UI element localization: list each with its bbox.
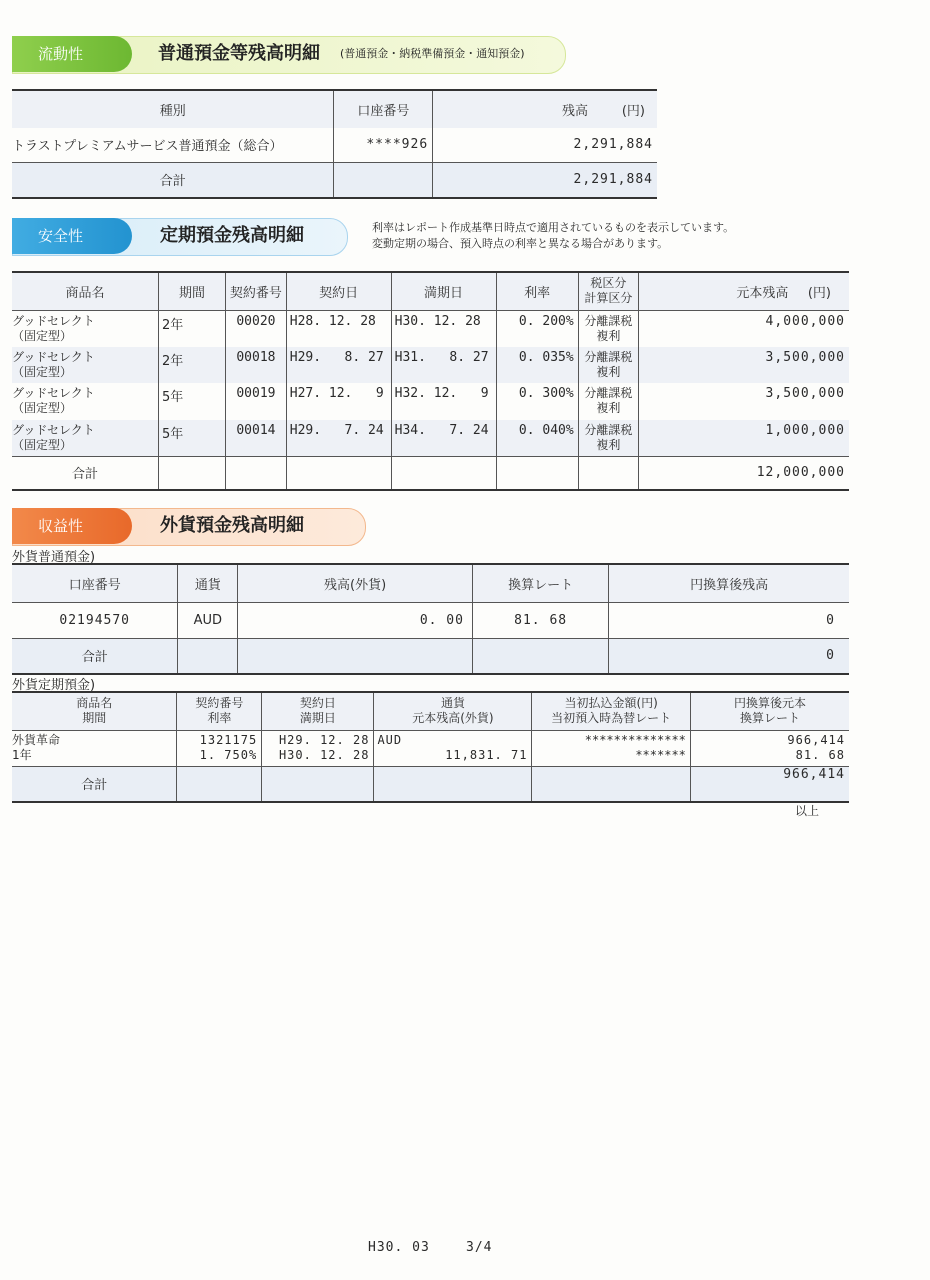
td-tax-2: 複利 — [596, 364, 621, 379]
fxt-col-currency-1: 通貨 — [440, 696, 465, 711]
td-tax-1: 分離課税 — [584, 386, 633, 401]
td-principal: 4,000,000 — [638, 310, 849, 347]
td-tax-2: 複利 — [596, 437, 621, 452]
ordinary-total-label: 合計 — [159, 174, 186, 190]
ordinary-balance: 2,291,884 — [433, 128, 657, 162]
fxt-col-initial — [532, 692, 690, 730]
liquidity-tag: 流動性 — [12, 36, 132, 72]
fxt-maturity: H30. 12. 28 — [278, 748, 370, 762]
safety-notes — [372, 220, 734, 252]
fxt-dates — [262, 730, 374, 766]
fx-time-total-yen: 966,414 — [690, 766, 849, 802]
td-contract-no: 00018 — [226, 347, 287, 384]
fxt-col-currency — [374, 692, 532, 730]
fx-ordinary-total-row — [12, 638, 849, 674]
td-product-type: （固定型） — [12, 364, 73, 379]
table-row — [12, 383, 849, 420]
fx-ordinary-caption: 外貨普通預金) — [12, 550, 96, 565]
td-maturity: H30. 12. 28 — [391, 310, 496, 347]
col-principal-header — [638, 272, 849, 310]
fxt-initial-amount: ************** — [584, 733, 686, 747]
fxt-product-name: 外貨革命 — [12, 733, 61, 747]
fx-account: 02194570 — [59, 612, 131, 628]
td-tax-1: 分離課税 — [584, 349, 633, 364]
col-unit: (円) — [621, 104, 645, 119]
col-type: 種別 — [159, 104, 186, 119]
fx-time-total-row — [12, 766, 849, 802]
td-tax-1: 分離課税 — [584, 313, 633, 328]
td-tax — [578, 420, 638, 457]
td-tax-1: 分離課税 — [584, 422, 633, 437]
fxt-col-initial-1: 当初払込金額(円) — [564, 696, 658, 711]
time-deposit-total-row — [12, 456, 849, 490]
td-contract-date: H29. 7. 24 — [286, 420, 391, 457]
ordinary-total-row — [12, 162, 657, 198]
fxt-principal-fx: 11,831. 71 — [445, 748, 528, 762]
footer-date: H30. 03 — [368, 1240, 430, 1255]
table-row — [12, 128, 657, 162]
fx-balance: 0. 00 — [238, 602, 473, 638]
fx-time-total-label: 合計 — [81, 778, 108, 794]
liquidity-subtitle: (普通預金・納税準備預金・通知預金) — [340, 47, 525, 60]
td-period: 2年 — [158, 347, 225, 384]
safety-title: 定期預金残高明細 — [160, 225, 304, 246]
fxt-col-product-2: 期間 — [82, 711, 107, 726]
td-tax-2: 複利 — [596, 401, 621, 416]
fxt-initial-rate: ******* — [635, 748, 686, 762]
col-contract-no: 契約番号 — [226, 272, 287, 310]
fxt-initial — [532, 730, 690, 766]
fx-time-table — [12, 691, 849, 803]
fxt-yen-principal: 966,414 — [787, 733, 845, 747]
fxt-contract-date: H29. 12. 28 — [278, 733, 370, 747]
table-row — [12, 420, 849, 457]
fxt-col-product — [12, 692, 177, 730]
col-account: 口座番号 — [334, 90, 433, 128]
fx-ordinary-table — [12, 563, 849, 675]
td-principal: 3,500,000 — [638, 383, 849, 420]
col-maturity: 満期日 — [391, 272, 496, 310]
col-period: 期間 — [158, 272, 225, 310]
td-tax — [578, 383, 638, 420]
time-deposit-total-principal: 12,000,000 — [638, 456, 849, 490]
safety-note-2: 変動定期の場合、預入時点の利率と異なる場合があります。 — [372, 237, 669, 250]
fxt-col-product-1: 商品名 — [76, 696, 113, 711]
td-product-name: グッドセレクト — [12, 422, 95, 437]
td-period: 2年 — [158, 310, 225, 347]
col-product: 商品名 — [65, 285, 105, 301]
td-product-name: グッドセレクト — [12, 386, 95, 401]
fx-time-caption: 外貨定期預金) — [12, 678, 96, 693]
td-contract-no: 00020 — [226, 310, 287, 347]
td-maturity: H31. 8. 27 — [391, 347, 496, 384]
fx-col-account: 口座番号 — [68, 577, 121, 593]
fxt-col-currency-2: 元本残高(外貨) — [412, 711, 494, 726]
time-deposit-total-label: 合計 — [71, 467, 98, 483]
fxt-yen — [690, 730, 849, 766]
fx-rate: 81. 68 — [472, 602, 608, 638]
col-tax-2: 計算区分 — [584, 291, 633, 306]
fxt-conv-rate: 81. 68 — [795, 748, 845, 762]
fxt-col-date-2: 満期日 — [299, 711, 336, 726]
footer-page: 3/4 — [466, 1240, 493, 1255]
safety-note-1: 利率はレポート作成基準日時点で適用されているものを表示しています。 — [372, 221, 735, 234]
fx-ordinary-total-yen: 0 — [609, 638, 849, 674]
table-row — [12, 310, 849, 347]
fxt-col-contract-1: 契約番号 — [195, 696, 244, 711]
liquidity-title: 普通預金等残高明細 — [158, 43, 320, 64]
td-contract-no: 00014 — [226, 420, 287, 457]
table-row — [12, 347, 849, 384]
ordinary-total-balance: 2,291,884 — [433, 162, 657, 198]
safety-tag: 安全性 — [12, 218, 132, 254]
td-product — [12, 420, 158, 457]
td-rate: 0. 040% — [496, 420, 578, 457]
fx-col-rate: 換算レート — [472, 564, 608, 602]
ordinary-type: トラストプレミアムサービス普通預金（総合） — [12, 139, 283, 155]
col-balance: 残高 — [561, 104, 588, 119]
fx-ordinary-total-label: 合計 — [81, 650, 108, 666]
table-row — [12, 730, 849, 766]
profit-title: 外貨預金残高明細 — [160, 515, 304, 536]
col-balance-header — [433, 90, 657, 128]
td-principal: 1,000,000 — [638, 420, 849, 457]
td-rate: 0. 200% — [496, 310, 578, 347]
td-product-name: グッドセレクト — [12, 313, 95, 328]
td-tax-2: 複利 — [596, 328, 621, 343]
fxt-col-yen-2: 換算レート — [739, 711, 800, 726]
fxt-product — [12, 730, 177, 766]
td-maturity: H32. 12. 9 — [391, 383, 496, 420]
time-deposit-table — [12, 271, 849, 491]
td-product-type: （固定型） — [12, 328, 73, 343]
td-contract-date: H28. 12. 28 — [286, 310, 391, 347]
fxt-col-date-1: 契約日 — [299, 696, 336, 711]
fx-yen: 0 — [609, 602, 849, 638]
td-product-name: グッドセレクト — [12, 349, 95, 364]
td-product — [12, 310, 158, 347]
col-contract-date: 契約日 — [286, 272, 391, 310]
fxt-currency: AUD — [377, 733, 403, 747]
fxt-col-yen — [690, 692, 849, 730]
td-product-type: （固定型） — [12, 401, 73, 416]
fx-col-balance: 残高(外貨) — [238, 564, 473, 602]
fxt-col-initial-2: 当初預入時為替レート — [551, 711, 672, 726]
col-rate: 利率 — [496, 272, 578, 310]
fxt-rate: 1. 750% — [199, 748, 258, 762]
td-contract-no: 00019 — [226, 383, 287, 420]
col-tax — [578, 272, 638, 310]
td-contract-date: H27. 12. 9 — [286, 383, 391, 420]
td-product — [12, 347, 158, 384]
fxt-currency-cell — [374, 730, 532, 766]
fxt-col-contract-2: 利率 — [207, 711, 232, 726]
ordinary-deposit-table — [12, 89, 657, 199]
td-tax — [578, 310, 638, 347]
col-principal-unit: (円) — [807, 285, 831, 301]
fx-col-yen: 円換算後残高 — [609, 564, 849, 602]
fxt-col-contract — [177, 692, 262, 730]
fxt-contract-no: 1321175 — [199, 733, 258, 747]
td-principal: 3,500,000 — [638, 347, 849, 384]
fxt-col-date — [262, 692, 374, 730]
td-tax — [578, 347, 638, 384]
ordinary-account: ****926 — [334, 128, 433, 162]
fxt-contract — [177, 730, 262, 766]
fx-col-currency: 通貨 — [178, 564, 238, 602]
fx-currency: AUD — [178, 602, 238, 638]
fxt-col-yen-1: 円換算後元本 — [733, 696, 806, 711]
table-row — [12, 602, 849, 638]
td-rate: 0. 300% — [496, 383, 578, 420]
td-period: 5年 — [158, 383, 225, 420]
td-period: 5年 — [158, 420, 225, 457]
fxt-product-period: 1年 — [12, 748, 32, 762]
td-product — [12, 383, 158, 420]
end-mark: 以上 — [795, 804, 820, 818]
profit-tag: 収益性 — [12, 508, 132, 544]
td-contract-date: H29. 8. 27 — [286, 347, 391, 384]
td-maturity: H34. 7. 24 — [391, 420, 496, 457]
col-principal: 元本残高 — [736, 285, 789, 301]
td-rate: 0. 035% — [496, 347, 578, 384]
col-tax-1: 税区分 — [590, 276, 627, 291]
td-product-type: （固定型） — [12, 437, 73, 452]
